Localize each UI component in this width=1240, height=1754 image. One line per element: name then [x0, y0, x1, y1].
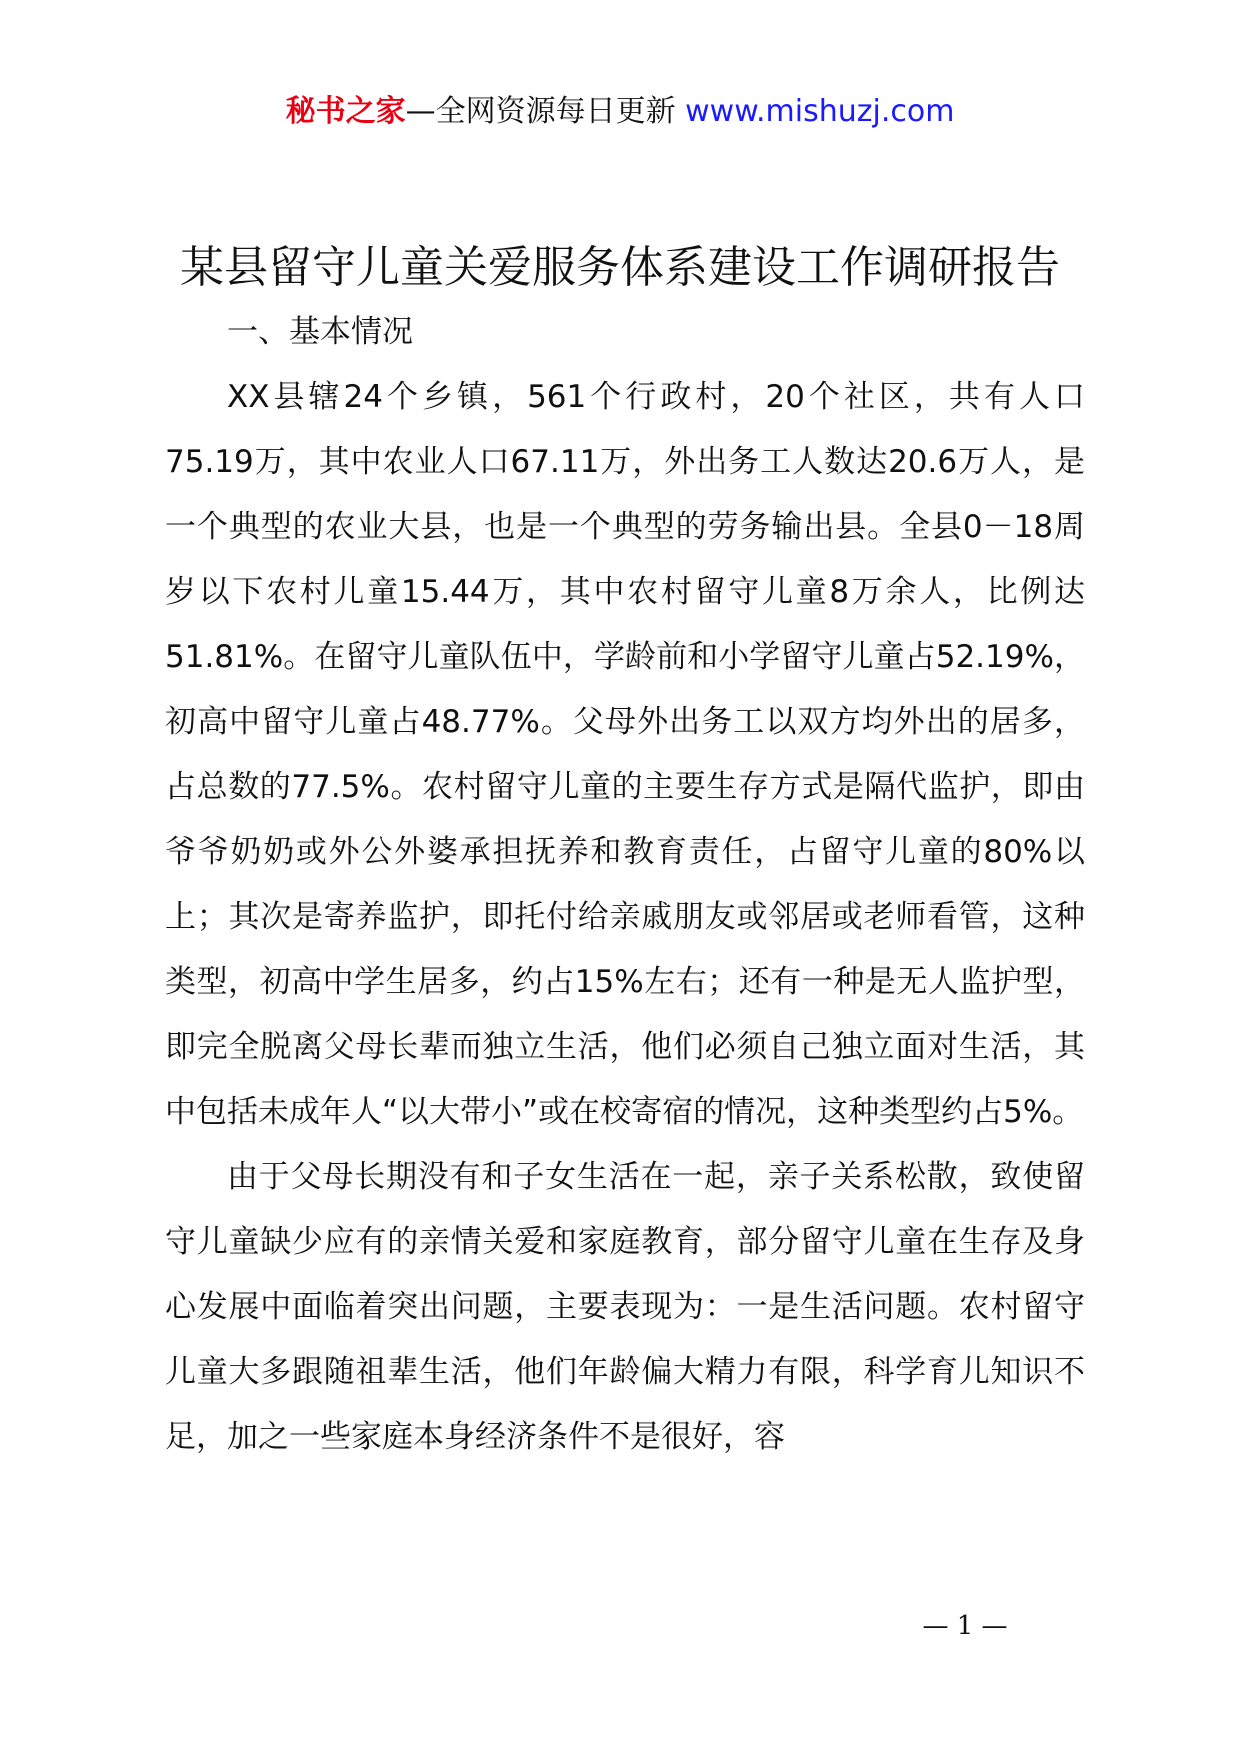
site-header	[0, 92, 1240, 132]
section-heading: 一、基本情况	[227, 314, 413, 350]
site-brand: 秘书之家	[285, 94, 406, 129]
site-tagline: —全网资源每日更新	[405, 94, 686, 129]
document-title: 某县留守儿童关爱服务体系建设工作调研报告	[180, 242, 1060, 293]
page-number: — 1 —	[922, 1611, 1008, 1641]
site-url-link[interactable]: www.mishuzj.com	[685, 94, 955, 129]
paragraph-basic-situation: XX县辖24个乡镇，561个行政村，20个社区，共有人口75.19万，其中农业人口67.11万，外出务工人数达20.6万人，是一个典型的农业大县，也是一个典型的劳务输出县。全县0－18周岁以下农村儿童15.44万，其中农村留守儿童8万余人，比例达51.81%。在留守儿童队伍中，学龄前和小学留守儿童占52.19%，初高中留守儿童占48.77%。父母外出务工以双方均外出的居多，占总数的77.5%。农村留守儿童的主要生存方式是隔代监护，即由爷爷奶奶或外公外婆承担抚养和教育责任，占留守儿童的80%以上；其次是寄养监护，即托付给亲戚朋友或邻居或老师看管，这种类型，初高中学生居多，约占15%左右；还有一种是无人监护型，即完全脱离父母长辈而独立生活，他们必须自己独立面对生活，其中包括未成年人“以大带小”或在校寄宿的情况，这种类型约占5%。	[165, 379, 1085, 1130]
paragraph-problems: 由于父母长期没有和子女生活在一起，亲子关系松散，致使留守儿童缺少应有的亲情关爱和家庭教育，部分留守儿童在生存及身心发展中面临着突出问题，主要表现为：一是生活问题。农村留守儿童大多跟随祖辈生活，他们年龄偏大精力有限，科学育儿知识不足，加之一些家庭本身经济条件不是很好，容	[165, 1159, 1085, 1455]
document-body	[165, 300, 1085, 1470]
